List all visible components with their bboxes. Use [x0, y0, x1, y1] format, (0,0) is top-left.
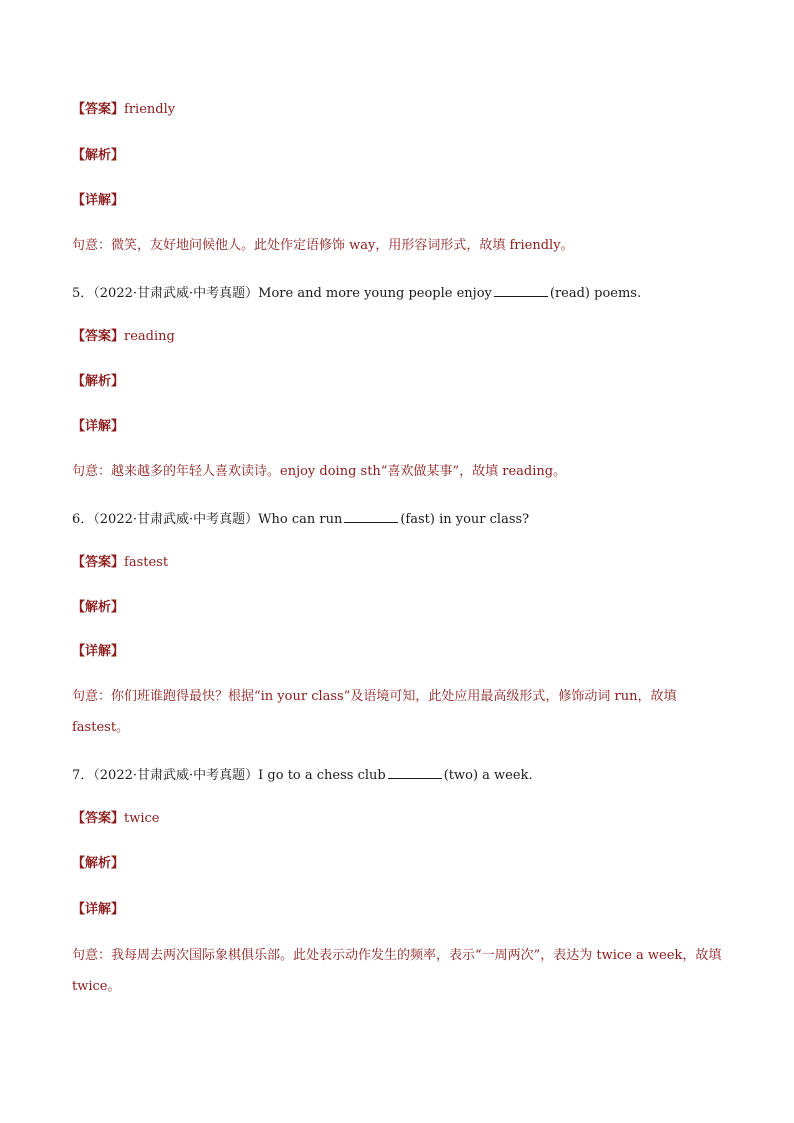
stem-before: More and more young people enjoy [258, 286, 492, 301]
answer-text: friendly [124, 102, 176, 117]
stem-after: (read) poems. [549, 286, 642, 301]
stem-before: I go to a chess club [258, 768, 386, 783]
question-source: （2022·甘肃武威·中考真题） [93, 512, 259, 527]
answer-text: reading [124, 329, 175, 344]
q6-detail-label: 【详解】 [72, 644, 125, 659]
q7-detail-label: 【详解】 [72, 902, 125, 917]
q6-answer-line [72, 555, 730, 571]
q7-stem [72, 766, 730, 784]
answer-text: twice [124, 811, 160, 826]
q6-stem [72, 510, 730, 528]
q7-analysis-label: 【解析】 [72, 856, 125, 871]
q5-detail-label: 【详解】 [72, 419, 125, 434]
q4-analysis-label: 【解析】 [72, 148, 125, 163]
answer-label: 【答案】 [72, 329, 125, 344]
answer-text: fastest [124, 555, 169, 570]
q5-stem [72, 284, 730, 302]
q6-analysis-label: 【解析】 [72, 600, 125, 615]
question-number: 5． [72, 286, 94, 301]
q4-answer-line [72, 102, 730, 118]
answer-blank [494, 284, 548, 297]
question-source: （2022·甘肃武威·中考真题） [93, 768, 259, 783]
answer-blank [388, 766, 442, 779]
question-number: 7． [72, 768, 94, 783]
q7-explanation: 句意：我每周去两次国际象棋俱乐部。此处表示动作发生的频率，表示“一周两次”，表达为 twice a week，故填 twice。 [72, 948, 722, 994]
q4-detail-label: 【详解】 [72, 193, 125, 208]
q7-answer-line [72, 811, 730, 827]
q5-analysis-label: 【解析】 [72, 374, 125, 389]
question-number: 6． [72, 512, 94, 527]
q6-explanation: 句意：你们班谁跑得最快？根据“in your class”及语境可知，此处应用最高级形式，修饰动词 run，故填 fastest。 [72, 689, 677, 735]
answer-label: 【答案】 [72, 555, 125, 570]
q4-explanation: 句意：微笑，友好地问候他人。此处作定语修饰 way，用形容词形式，故填 friendly。 [72, 238, 574, 253]
stem-after: (two) a week. [443, 768, 533, 783]
stem-before: Who can run [258, 512, 343, 527]
answer-label: 【答案】 [72, 102, 125, 117]
question-source: （2022·甘肃武威·中考真题） [93, 286, 259, 301]
q5-answer-line [72, 329, 730, 345]
answer-label: 【答案】 [72, 811, 125, 826]
answer-blank [344, 510, 398, 523]
q5-explanation: 句意：越来越多的年轻人喜欢读诗。enjoy doing sth“喜欢做某事”，故填 reading。 [72, 464, 567, 479]
stem-after: (fast) in your class? [400, 512, 530, 527]
